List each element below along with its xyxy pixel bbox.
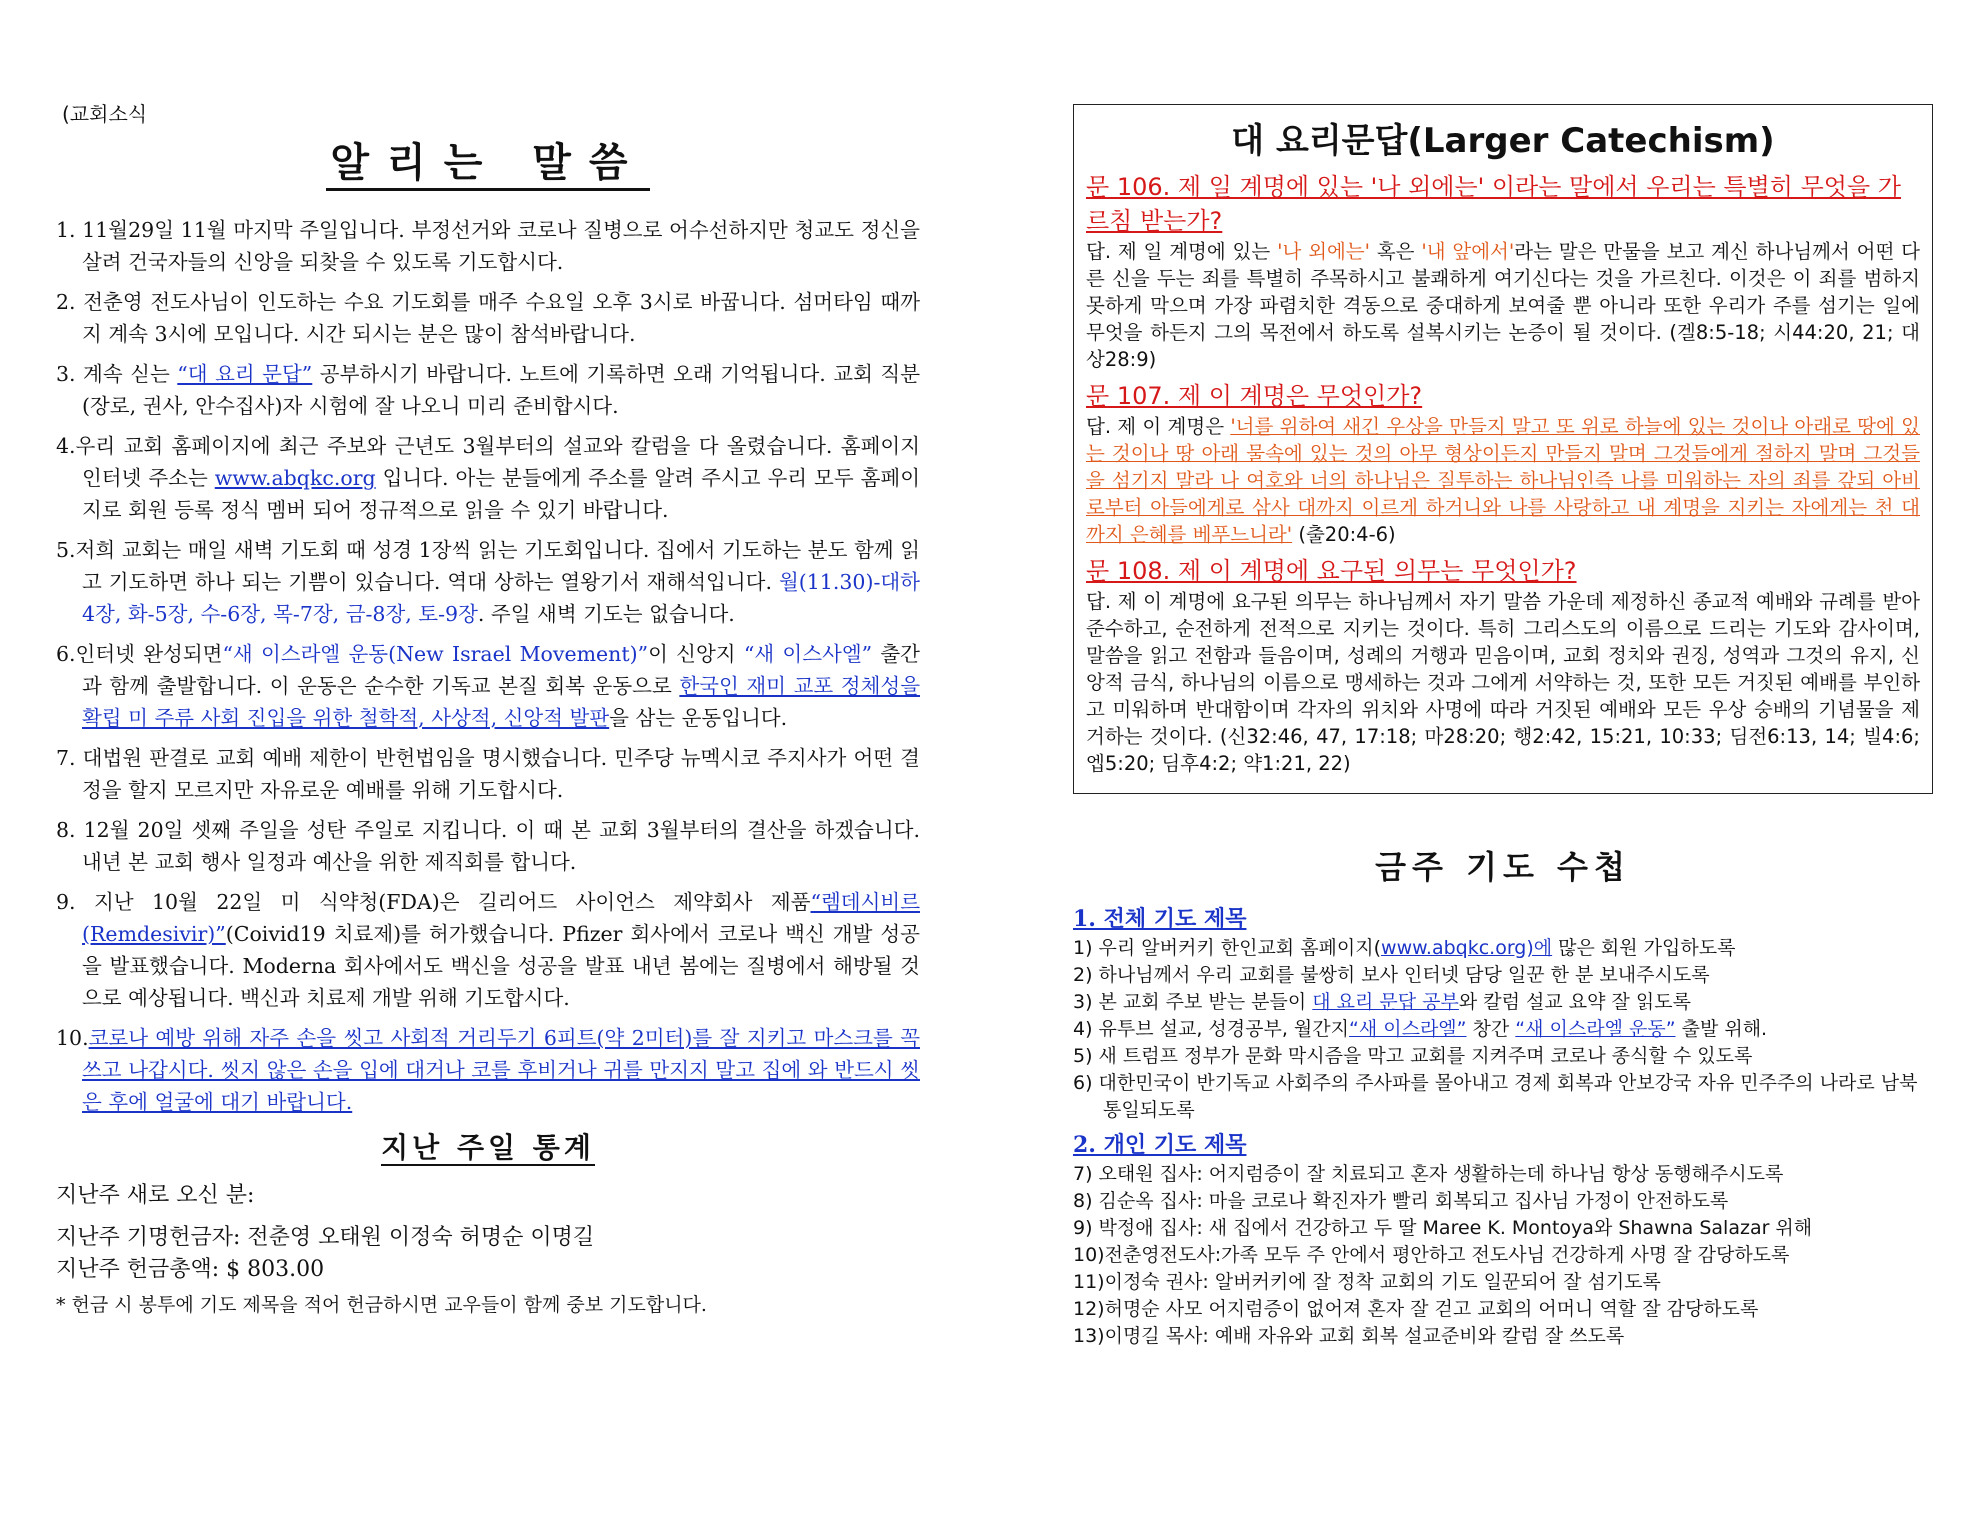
text-run: 월(11.30)-대하 4장, 화-5장, 수-6장, 목-7장, 금-8장, 토-9장 <box>82 570 920 626</box>
text-run: 코로나 예방 위해 자주 손을 씻고 사회적 거리두기 6피트(약 2미터)를 잘 지키고 마스크를 꼭 쓰고 나갑시다. 씻지 않은 손을 입에 대거나 코를 후비거나 귀를 만지지 말고 집에 와 반드시 씻은 후에 얼굴에 대기 바랍니다. <box>82 1026 920 1114</box>
text-run: 5.저희 교회는 매일 새벽 기도회 때 성경 1장씩 읽는 기도회입니다. 집에서 기도하는 분도 함께 읽고 기도하면 하나 되는 기쁨이 있습니다. 역대 상하는 열왕기서 재해석입니다. <box>56 538 920 594</box>
prayer-item <box>1073 935 1933 962</box>
text-run: '너를 위하여 새긴 우상을 만들지 말고 또 위로 하늘에 있는 것이나 아래로 땅에 있는 것이나 땅 아래 물속에 있는 것의 아무 형상이든지 만들지 말며 그것들에게 절하지 말며 그것들을 섬기지 말라 나 여호와 너의 하나님은 질투하는 하나님인즉 나를 미워하는 자의 죄를 갚되 아비로부터 아들에게로 삼사 대까지 이르게 하거니와 나를 사랑하고 내 계명을 지키는 자에게는 천 대까지 은혜를 베푸느니라' <box>1086 415 1920 546</box>
text-run: 공부하시기 바랍니다. 노트에 기록하면 오래 기억됩니다. 교회 직분(장로, 권사, 안수집사)자 시험에 잘 나오니 미리 준비합시다. <box>82 362 920 418</box>
text-run: 10. <box>56 1026 89 1050</box>
catechism-box <box>1073 104 1933 794</box>
text-run: '나 외에는' <box>1277 240 1370 263</box>
text-run: 11)이정숙 권사: 알버커키에 잘 정착 교회의 기도 일꾼되어 잘 섬기도록 <box>1073 1271 1661 1293</box>
text-run: “렘데시비르 (Remdesivir)” <box>82 890 920 946</box>
catechism-answer <box>1086 413 1920 548</box>
text-run: 2) 하나님께서 우리 교회를 불쌍히 보사 인터넷 담당 일꾼 한 분 보내주시도록 <box>1073 964 1710 986</box>
prayer-title: 금주 기도 수첩 <box>1375 848 1631 886</box>
text-run: 6.인터넷 완성되면 <box>56 642 223 666</box>
stats-title: 지난 주일 통계 <box>381 1131 595 1164</box>
text-run: '내 앞에서' <box>1421 240 1515 263</box>
prayer-item <box>1073 1070 1933 1124</box>
prayer-item <box>1073 1016 1933 1043</box>
text-run: 13)이명길 목사: 예배 자유와 교회 회복 설교준비와 칼럼 잘 쓰도록 <box>1073 1325 1625 1347</box>
notice-item <box>56 214 920 278</box>
notice-item <box>56 886 920 1014</box>
new-visitors: 지난주 새로 오신 분: <box>56 1183 255 1208</box>
prayer-item <box>1073 962 1933 989</box>
prayer-item <box>1073 1269 1933 1296</box>
right-column <box>1073 104 1933 1350</box>
text-run: 라는 말은 만물을 보고 계신 하나님께서 어떤 다른 신을 두는 죄를 특별히 주목하시고 불쾌하게 여기신다는 것을 가르친다. 이것은 이 죄를 범하지 못하게 막으며 가장 파렴치한 격동으로 중대하게 보여줄 뿐 아니라 또한 우리가 주를 섬기는 일에 무엇을 하든지 그의 목전에서 하도록 설복시키는 논증이 될 것이다. (겔8:5-18; 시44:20, 21; 대상28:9) <box>1086 240 1920 371</box>
text-run: 8. 12월 20일 셋째 주일을 성탄 주일로 지킵니다. 이 때 본 교회 3월부터의 결산을 하겠습니다. 내년 본 교회 행사 일정과 예산을 위한 제직회를 합니다. <box>56 818 920 874</box>
notice-item <box>56 358 920 422</box>
text-run: www.abqkc.org)에 <box>1381 937 1553 959</box>
text-run: 8) 김순옥 집사: 마을 코로나 확진자가 빨리 회복되고 집사님 가정이 안전하도록 <box>1073 1190 1729 1212</box>
notice-item <box>56 1022 920 1118</box>
text-run: 1. 11월29일 11월 마지막 주일입니다. 부정선거와 코로나 질병으로 어수선하지만 청교도 정신을 살려 건국자들의 신앙을 되찾을 수 있도록 기도합시다. <box>56 218 920 274</box>
text-run: 한국인 재미 교포 정체성을 확립 미 주류 사회 진입을 위한 철학적, 사상적, 신앙적 발판 <box>82 674 920 730</box>
prayer-item <box>1073 1043 1933 1070</box>
catechism-question: 문 107. 제 이 계명은 무엇인가? <box>1086 382 1423 410</box>
catechism-question: 문 106. 제 일 계명에 있는 '나 외에는' 이라는 말에서 우리는 특별히 무엇을 가르침 받는가? <box>1086 173 1901 235</box>
text-run: 이 신앙지 <box>648 642 744 666</box>
text-run: 답. 제 이 계명은 <box>1086 415 1231 438</box>
text-run: 4) 유투브 설교, 성경공부, 월간지 <box>1073 1018 1349 1040</box>
prayer-item <box>1073 1161 1933 1188</box>
text-run: 9) 박정애 집사: 새 집에서 건강하고 두 딸 Maree K. Montoya와 Shawna Salazar 위해 <box>1073 1217 1813 1239</box>
notice-item <box>56 814 920 878</box>
text-run: 창간 <box>1466 1018 1516 1040</box>
text-run: 답. 제 이 계명에 요구된 의무는 하나님께서 자기 말씀 가운데 제정하신 종교적 예배와 규례를 받아 준수하고, 순전하게 전적으로 지키는 것이다. 특히 그리스도의 이름으로 드리는 기도와 감사이며, 말씀을 읽고 전함과 들음이며, 성례의 거행과 믿음이며, 교회 정치와 권징, 성역과 그것의 유지, 신앙적 금식, 하나님의 이름으로 맹세하는 것과 그에게 서약하는 것, 또한 모든 거짓된 예배를 부인하고 미워하며 반대함이며 각자의 위치와 사명에 따라 거짓된 예배와 모든 우상 숭배의 기념물을 제거하는 것이다. (신32:46, 47, 17:18; 마28:20; 행2:42, 15:21, 10:33; 딤전6:13, 14; 빌4:6; 엡5:20; 딤후4:2; 약1:21, 22) <box>1086 590 1920 775</box>
offering-total: 지난주 헌금총액: $ 803.00 <box>56 1257 325 1282</box>
prayer-item <box>1073 989 1933 1016</box>
prayer-section-heading: 1. 전체 기도 제목 <box>1073 906 1247 932</box>
text-run: “새 이스라엘 운동(New Israel Movement)” <box>222 642 649 666</box>
text-run: 많은 회원 가입하도록 <box>1552 937 1736 959</box>
catechism-answer <box>1086 588 1920 777</box>
text-run: 대 요리 문답 공부 <box>1312 991 1459 1013</box>
text-run: 12)허명순 사모 어지럼증이 없어져 혼자 잘 걷고 교회의 어머니 역할 잘 감당하도록 <box>1073 1298 1759 1320</box>
catechism-title: 대 요리문답(Larger Catechism) <box>1231 121 1775 161</box>
prayer-item <box>1073 1323 1933 1350</box>
text-run: 3. 계속 싣는 <box>56 362 178 386</box>
text-run: 7. 대법원 판결로 교회 예배 제한이 반헌법임을 명시했습니다. 민주당 뉴멕시코 주지사가 어떤 결정을 할지 모르지만 자유로운 예배를 위해 기도합시다. <box>56 746 920 802</box>
notice-item <box>56 638 920 734</box>
catechism-answer <box>1086 238 1920 373</box>
text-run: 출발 위해. <box>1675 1018 1768 1040</box>
notice-item <box>56 430 920 526</box>
notice-item <box>56 534 920 630</box>
offering-note: * 헌금 시 봉투에 기도 제목을 적어 헌금하시면 교우들이 함께 중보 기도합니다. <box>56 1294 707 1316</box>
text-run: 4.우리 교회 홈페이지에 최근 주보와 근년도 3월부터의 설교와 칼럼을 다 올렸습니다. 홈페이지 인터넷 주소는 <box>56 434 920 490</box>
text-run: 10)전춘영전도사:가족 모두 주 안에서 평안하고 전도사님 건강하게 사명 잘 감당하도록 <box>1073 1244 1790 1266</box>
prayer-item <box>1073 1215 1933 1242</box>
catechism-qa-list <box>1086 170 1920 777</box>
text-run: “새 이스라엘 운동” <box>1515 1018 1676 1040</box>
text-run: 와 칼럼 설교 요약 잘 읽도록 <box>1458 991 1691 1013</box>
text-run: 입니다. 아는 분들에게 주소를 알려 주시고 우리 모두 홈페이지로 회원 등록 정식 멤버 되어 정규적으로 읽을 수 있기 바랍니다. <box>82 466 920 522</box>
text-run: 9. 지난 10월 22일 미 식약청(FDA)은 길리어드 사이언스 제약회사 제품 <box>56 890 811 914</box>
text-run: 7) 오태원 집사: 어지럼증이 잘 치료되고 혼자 생활하는데 하나님 항상 동행해주시도록 <box>1073 1163 1784 1185</box>
text-run: “새 이스라엘” <box>1349 1018 1467 1040</box>
text-run: 5) 새 트럼프 정부가 문화 막시즘을 막고 교회를 지켜주며 코로나 종식할 수 있도록 <box>1073 1045 1753 1067</box>
prayer-list <box>1073 902 1933 1350</box>
text-run: 6) 대한민국이 반기독교 사회주의 주사파를 몰아내고 경제 회복과 안보강국 자유 민주주의 나라로 남북 통일되도록 <box>1073 1072 1918 1121</box>
text-run: “대 요리 문답” <box>177 362 313 386</box>
left-column <box>56 98 920 1320</box>
text-run: (Coivid19 치료제)를 허가했습니다. Pfizer 회사에서 코로나 백신 개발 성공을 발표했습니다. Moderna 회사에서도 백신을 성공을 발표 내년 봄에는 질병에서 해방될 것으로 예상됩니다. 백신과 치료제 개발 위해 기도합시다. <box>82 922 920 1010</box>
announcements-title: 알리는 말씀 <box>56 131 920 188</box>
text-run: 혹은 <box>1369 240 1422 263</box>
prayer-item <box>1073 1242 1933 1269</box>
text-run: 을 삼는 운동입니다. <box>609 706 788 730</box>
catechism-question: 문 108. 제 이 계명에 요구된 의무는 무엇인가? <box>1086 557 1577 585</box>
text-run: 답. 제 일 계명에 있는 <box>1086 240 1278 263</box>
prayer-item <box>1073 1296 1933 1323</box>
text-run: (출20:4-6) <box>1292 523 1396 546</box>
text-run: 3) 본 교회 주보 받는 분들이 <box>1073 991 1313 1013</box>
notice-item <box>56 286 920 350</box>
text-run: 1) 우리 알버커키 한인교회 홈페이지( <box>1073 937 1382 959</box>
text-run: “새 이스사엘” <box>743 642 873 666</box>
notice-list <box>56 214 920 1118</box>
notice-item <box>56 742 920 806</box>
text-run: 2. 전춘영 전도사님이 인도하는 수요 기도회를 매주 수요일 오후 3시로 바꿉니다. 섬머타임 때까지 계속 3시에 모입니다. 시간 되시는 분은 많이 참석바랍니다. <box>56 290 920 346</box>
prayer-section-heading: 2. 개인 기도 제목 <box>1073 1132 1247 1158</box>
donors: 지난주 기명헌금자: 전춘영 오태원 이정숙 허명순 이명길 <box>56 1225 595 1250</box>
text-run: . 주일 새벽 기도는 없습니다. <box>477 602 735 626</box>
text-run: 출간과 함께 출발합니다. 이 운동은 순수한 기독교 본질 회복 운동으로 <box>82 642 920 698</box>
prayer-item <box>1073 1188 1933 1215</box>
section-tag: (교회소식 <box>62 102 148 126</box>
text-run: www.abqkc.org <box>214 466 376 490</box>
